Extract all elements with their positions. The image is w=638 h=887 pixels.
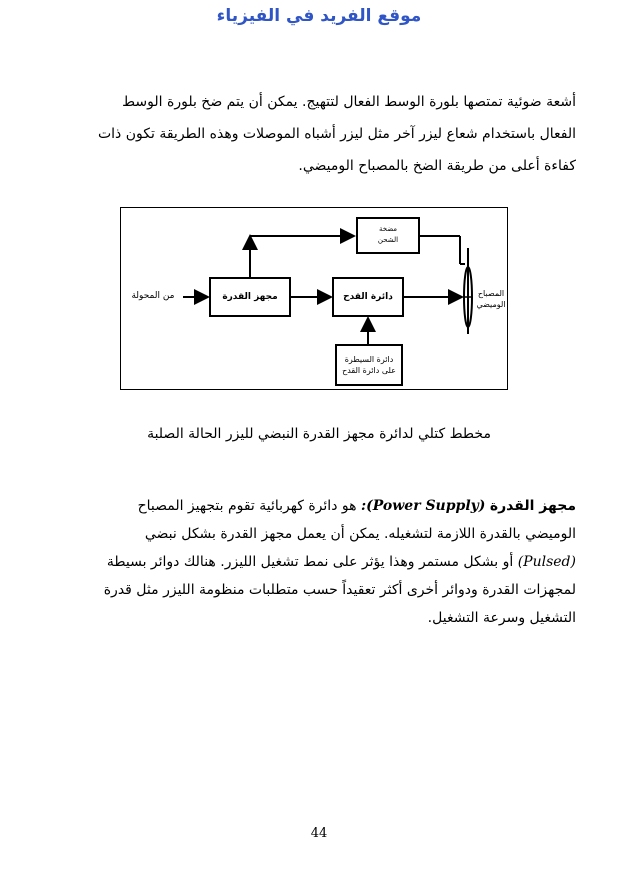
block-diagram (120, 207, 508, 390)
paragraph-line: الفعال باستخدام شعاع ليزر آخر مثل ليزر أشباه الموصلات وهذه الطريقة تكون ذات (97, 126, 576, 142)
flash-lamp-label (473, 288, 509, 310)
paragraph-line: الوميضي بالقدرة اللازمة لتشغيله. يمكن أن يعمل مجهز القدرة بشكل نبضي (144, 526, 576, 542)
flash-lamp-label-line: الوميضي (476, 300, 506, 309)
power-supply-paragraph (88, 492, 576, 632)
power-unit-label: مجهز القدرة (222, 292, 278, 302)
paragraph-line: أشعة ضوئية تمتصها بلورة الوسط الفعال لتتهيج. يمكن أن يتم ضخ بلورة الوسط (122, 94, 576, 110)
charge-pump-label (357, 224, 419, 246)
paragraph-line (88, 548, 576, 576)
page-number: 44 (310, 826, 328, 841)
pulsed-term: (Pulsed) (517, 554, 576, 570)
flash-lamp-label-line: المصباح (477, 289, 505, 298)
charge-pump-label-line: مضخة (378, 225, 398, 233)
control-circuit-label-line: دائرة السيطرة (344, 355, 394, 364)
intro-paragraph (88, 86, 576, 182)
paragraph-text: أو بشكل مستمر وهذا يؤثر على نمط تشغيل الليزر. هنالك دوائر بسيطة (106, 554, 514, 570)
paragraph-line (88, 492, 576, 520)
control-circuit-label-line: على دائرة القدح (342, 366, 396, 375)
paragraph-line: لمجهزات القدرة ودوائر أخرى أكثر تعقيداً حسب متطلبات منظومة الليزر مثل قدرة (103, 582, 576, 598)
paragraph-text: هو دائرة كهربائية تقوم بتجهيز المصباح (137, 498, 357, 514)
section-heading: مجهز القدرة (489, 498, 576, 514)
figure-caption: مخطط كتلي لدائرة مجهز القدرة النبضي لليزر الحالة الصلبة (147, 426, 491, 442)
input-label: من المحولة (131, 291, 175, 301)
trigger-circuit-label: دائرة القدح (343, 292, 393, 302)
paragraph-line: التشغيل وسرعة التشغيل. (427, 610, 576, 626)
control-circuit-label (336, 354, 402, 376)
paragraph-line: كفاءة أعلى من طريقة الضخ بالمصباح الوميضي. (298, 158, 576, 174)
site-title: موقع الفريد في الفيزياء (216, 6, 422, 26)
section-heading-english: (Power Supply): (360, 498, 486, 514)
charge-pump-label-line: الشحن (377, 236, 399, 244)
